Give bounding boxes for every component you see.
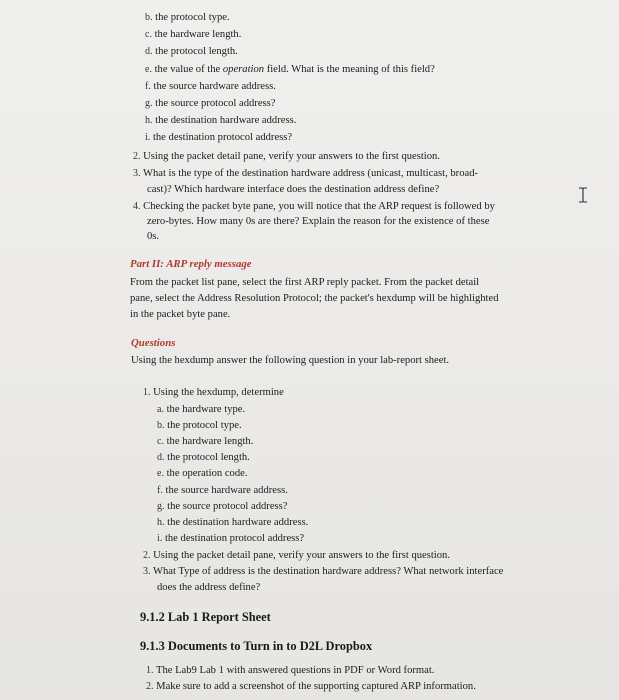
list-item-text: the protocol length. [155, 46, 238, 57]
paragraph-line: From the packet list pane, select the first ARP reply packet. From the packet detail [130, 277, 480, 288]
list-item [145, 11, 230, 24]
list-item [157, 484, 288, 497]
numbered-item [146, 680, 476, 693]
list-item-text: What is the type of the destination hardware address (unicast, multicast, broad- [142, 168, 479, 179]
list-marker: a. [157, 404, 164, 415]
list-item-text: Using the packet detail pane, verify your answers to the first question. [153, 550, 450, 561]
list-marker: c. [157, 436, 164, 447]
list-item-text: the protocol length. [167, 452, 250, 463]
list-marker: 3. [133, 168, 141, 179]
list-marker: h. [157, 517, 165, 528]
list-marker: f. [145, 81, 151, 92]
list-item-text: the hardware type. [166, 404, 246, 415]
list-item-text: the hardware length. [166, 436, 254, 447]
list-item [157, 500, 287, 513]
operation-emphasis: operation [222, 64, 265, 75]
list-marker: 3. [143, 566, 151, 577]
numbered-item [133, 200, 495, 213]
list-item-text: the source protocol address? [155, 98, 276, 109]
list-item-text: field. What is the meaning of this field? [264, 64, 435, 75]
list-item [157, 467, 248, 480]
numbered-item [143, 386, 284, 399]
list-item-text: the destination hardware address. [155, 115, 297, 126]
list-marker: 1. [143, 387, 151, 398]
list-item-text: the operation code. [166, 468, 248, 479]
list-item-text: does the address define? [157, 582, 261, 593]
list-item [157, 451, 250, 464]
list-item [145, 63, 435, 76]
list-marker: f. [157, 485, 163, 496]
list-marker: b. [157, 420, 165, 431]
list-item [157, 532, 304, 545]
list-item-text: Make sure to add a screenshot of the supporting captured ARP information. [156, 681, 476, 692]
list-marker: d. [157, 452, 165, 463]
list-item-text: Checking the packet byte pane, you will notice that the ARP request is followed by [143, 201, 495, 212]
list-item-text: 0s. [147, 231, 160, 242]
list-item [157, 419, 242, 432]
list-item [157, 403, 245, 416]
list-marker: 2. [146, 681, 154, 692]
list-marker: g. [145, 98, 153, 109]
list-item [145, 45, 238, 58]
list-marker: e. [145, 64, 152, 75]
list-item [145, 131, 292, 144]
list-marker: g. [157, 501, 165, 512]
list-item [145, 97, 275, 110]
part2-heading: Part II: ARP reply message [130, 258, 252, 270]
list-marker: d. [145, 46, 153, 57]
list-item-text: cast)? Which hardware interface does the destination address define? [147, 184, 440, 195]
list-marker: h. [145, 115, 153, 126]
list-item-text: the protocol type. [155, 12, 230, 23]
list-marker: 4. [133, 201, 141, 212]
numbered-item [146, 664, 434, 677]
list-item-text: zero-bytes. How many 0s are there? Explain the reason for the existence of these [147, 216, 490, 227]
list-marker: e. [157, 468, 164, 479]
list-item-text: Using the hexdump, determine [153, 387, 284, 398]
list-item [157, 516, 308, 529]
list-item-text: the value of the [154, 64, 223, 75]
list-item [145, 80, 276, 93]
list-marker: i. [157, 533, 163, 544]
list-marker: c. [145, 29, 152, 40]
list-item [157, 435, 253, 448]
list-item-text: What Type of address is the destination hardware address? What network interface [152, 566, 504, 577]
numbered-item [133, 167, 478, 180]
numbered-item [143, 549, 450, 562]
list-item-text: the destination protocol address? [164, 533, 305, 544]
list-item-text: the source hardware address. [165, 485, 288, 496]
list-item-text: the hardware length. [154, 29, 242, 40]
list-marker: b. [145, 12, 153, 23]
section-heading-912: 9.1.2 Lab 1 Report Sheet [140, 610, 271, 624]
text-cursor-icon [577, 187, 589, 203]
questions-intro: Using the hexdump answer the following question in your lab-report sheet. [131, 355, 450, 366]
list-item-text: the destination protocol address? [152, 132, 293, 143]
paragraph-line: pane, select the Address Resolution Protocol; the packet's hexdump will be highlighted [130, 293, 499, 304]
list-item-text: the destination hardware address. [167, 517, 309, 528]
numbered-item [133, 150, 440, 163]
list-item-text: the source hardware address. [153, 81, 276, 92]
list-marker: 2. [133, 151, 141, 162]
list-item-text: the source protocol address? [167, 501, 288, 512]
list-item [145, 114, 296, 127]
list-item-text: the protocol type. [167, 420, 242, 431]
section-heading-913: 9.1.3 Documents to Turn in to D2L Dropbox [140, 639, 373, 653]
list-item-text: The Lab9 Lab 1 with answered questions in PDF or Word format. [155, 665, 435, 676]
list-marker: i. [145, 132, 151, 143]
paragraph-line: in the packet byte pane. [130, 309, 231, 320]
list-marker: 1. [146, 665, 154, 676]
numbered-item [143, 565, 503, 578]
questions-heading: Questions [131, 337, 176, 349]
list-item [145, 28, 241, 41]
list-item-text: Using the packet detail pane, verify your answers to the first question. [143, 151, 440, 162]
list-marker: 2. [143, 550, 151, 561]
